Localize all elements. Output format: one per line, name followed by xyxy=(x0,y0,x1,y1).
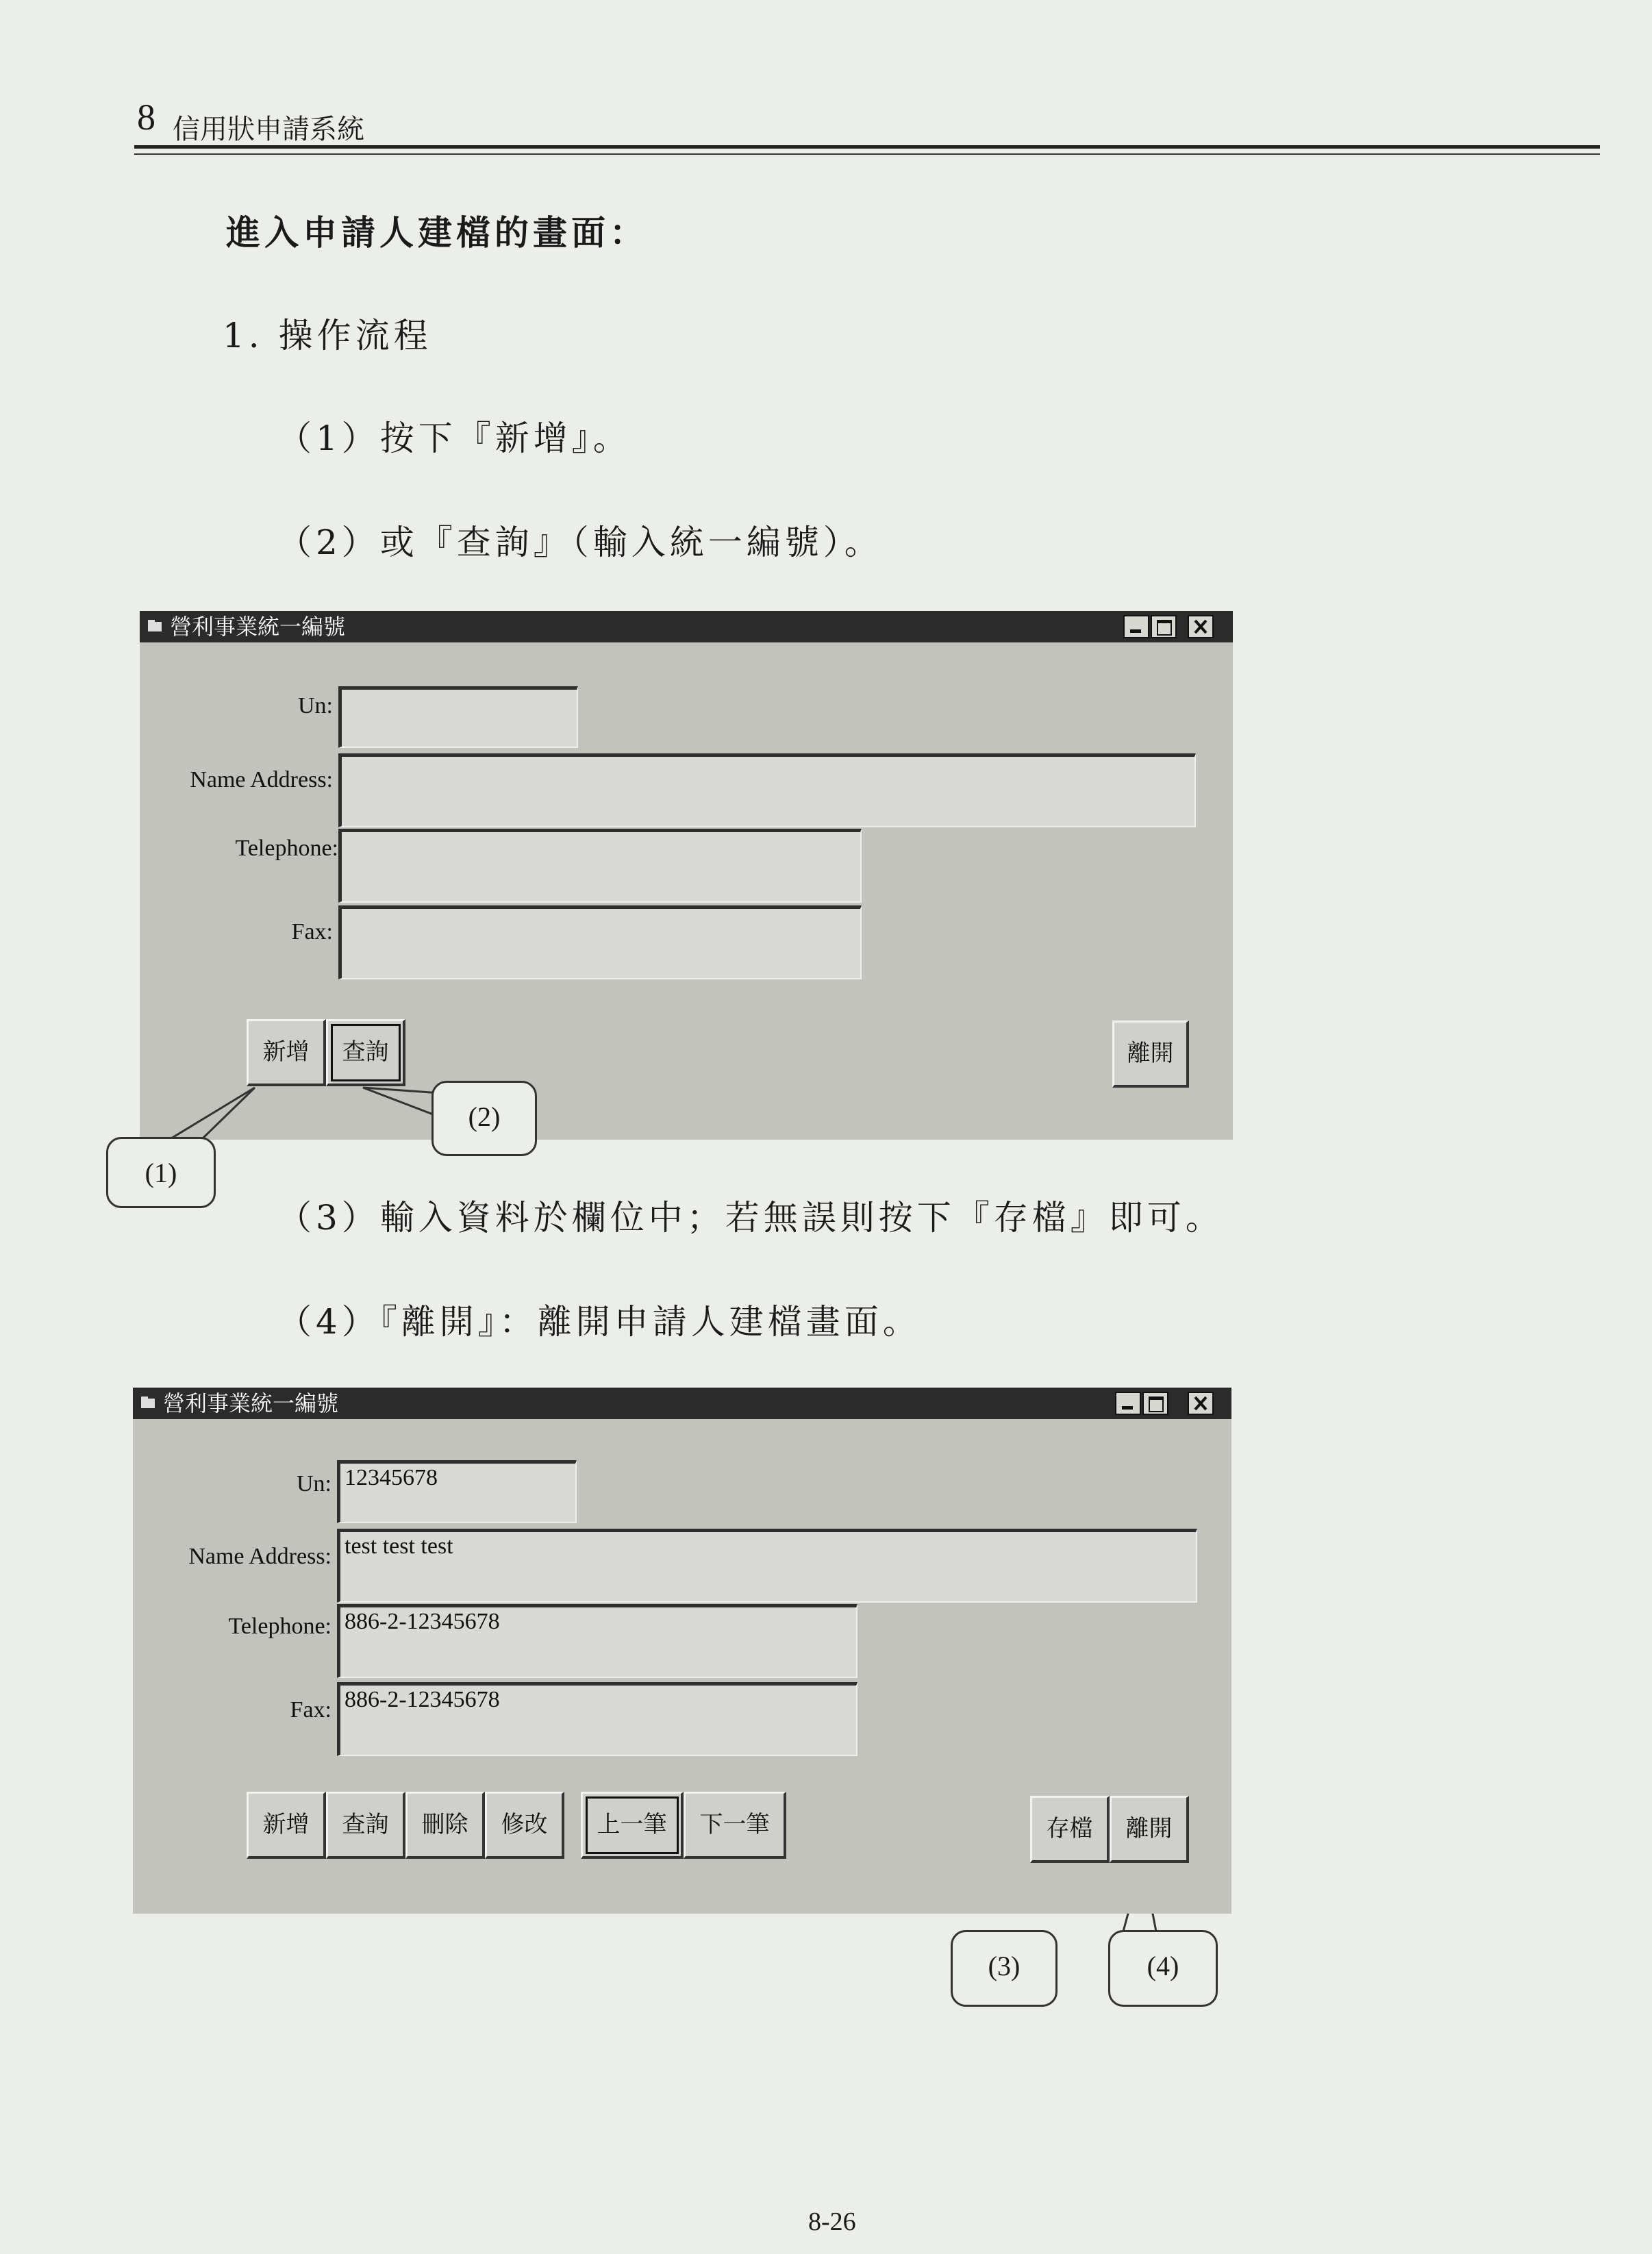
telephone-label: Telephone: xyxy=(235,836,338,861)
step-1-text: （1）按下『新增』。 xyxy=(277,418,631,458)
maximize-button[interactable] xyxy=(1142,1392,1168,1415)
page-heading: 進入申請人建檔的畫面： xyxy=(226,212,648,253)
minimize-button[interactable] xyxy=(1123,615,1149,638)
name-address-label: Name Address: xyxy=(188,1544,331,1569)
window-1-title: 營利事業統一編號 xyxy=(170,614,346,640)
add-button[interactable]: 新增 xyxy=(247,1792,326,1859)
callout-2: (2) xyxy=(431,1081,537,1156)
fax-label: Fax: xyxy=(290,1697,331,1723)
minimize-button[interactable] xyxy=(1115,1392,1141,1415)
close-icon xyxy=(1189,1393,1212,1414)
step-2-text: （2）或『查詢』（輸入統一編號）。 xyxy=(277,523,883,562)
callout-3: (3) xyxy=(951,1930,1057,2007)
fax-input[interactable] xyxy=(338,905,862,979)
query-button[interactable]: 查詢 xyxy=(326,1019,405,1086)
add-button[interactable]: 新增 xyxy=(247,1019,326,1086)
telephone-label: Telephone: xyxy=(228,1614,331,1639)
window-2-title: 營利事業統一編號 xyxy=(163,1390,339,1416)
close-button[interactable] xyxy=(1188,1392,1214,1415)
header-rule xyxy=(134,145,1600,149)
name-address-label: Name Address: xyxy=(190,767,333,792)
name-address-input[interactable] xyxy=(338,753,1196,827)
un-input[interactable]: 12345678 xyxy=(337,1460,577,1523)
exit-button[interactable]: 離開 xyxy=(1112,1020,1189,1088)
window-1-titlebar xyxy=(140,611,1233,642)
close-button[interactable] xyxy=(1188,615,1214,638)
next-record-button[interactable]: 下一筆 xyxy=(684,1792,786,1859)
delete-button[interactable]: 刪除 xyxy=(405,1792,485,1859)
telephone-input[interactable] xyxy=(338,829,862,903)
fax-label: Fax: xyxy=(291,919,333,944)
un-label: Un: xyxy=(297,1471,331,1497)
page-number: 8-26 xyxy=(808,2207,856,2236)
close-icon xyxy=(1189,616,1212,637)
step-4-text: （4）『離開』：離開申請人建檔畫面。 xyxy=(277,1302,921,1342)
chapter-title: 信用狀申請系統 xyxy=(173,114,364,145)
window-2-titlebar xyxy=(133,1388,1231,1419)
un-label: Un: xyxy=(298,693,333,718)
query-button[interactable]: 查詢 xyxy=(326,1792,405,1859)
callout-4: (4) xyxy=(1108,1930,1218,2007)
header-rule-thin xyxy=(134,153,1600,155)
step-3-text: （3）輸入資料於欄位中；若無誤則按下『存檔』即可。 xyxy=(277,1198,1224,1238)
callout-1: (1) xyxy=(106,1137,216,1208)
window-1 xyxy=(140,611,1233,1140)
exit-button[interactable]: 離開 xyxy=(1110,1796,1189,1863)
window-app-icon xyxy=(147,618,164,634)
modify-button[interactable]: 修改 xyxy=(485,1792,564,1859)
save-button[interactable]: 存檔 xyxy=(1030,1796,1110,1863)
fax-input[interactable]: 886-2-12345678 xyxy=(337,1682,858,1756)
telephone-input[interactable]: 886-2-12345678 xyxy=(337,1604,858,1678)
prev-record-button[interactable]: 上一筆 xyxy=(581,1792,684,1859)
maximize-button[interactable] xyxy=(1151,615,1177,638)
window-app-icon xyxy=(140,1394,158,1411)
chapter-number: 8 xyxy=(137,97,155,138)
section-title: 1. 操作流程 xyxy=(223,316,432,355)
un-input[interactable] xyxy=(338,686,578,748)
name-address-input[interactable]: test test test xyxy=(337,1529,1197,1603)
window-2 xyxy=(133,1388,1231,1914)
